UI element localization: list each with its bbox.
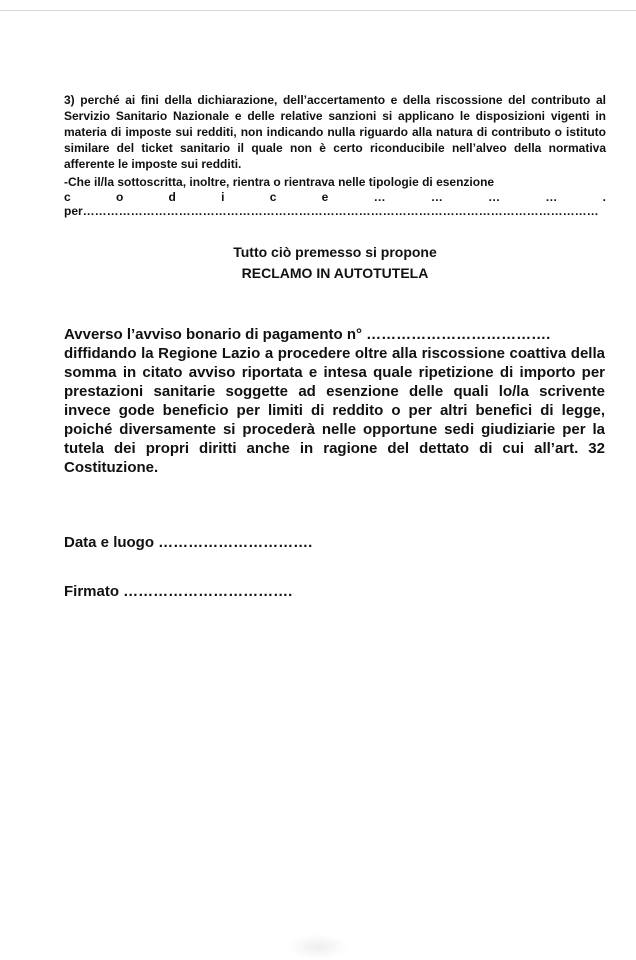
top-divider xyxy=(0,10,636,11)
per-fill-line: per………………………………………………………………………………………………………………… xyxy=(64,204,599,218)
codice-spaced-line xyxy=(64,190,606,204)
premessa-heading: Tutto ciò premesso si propone xyxy=(233,244,437,260)
codice-letter: c xyxy=(269,190,277,204)
firmato-line: Firmato ……………………………. xyxy=(64,583,293,600)
codice-dots: … xyxy=(373,190,386,204)
codice-letter: c xyxy=(64,190,71,204)
codice-letter: d xyxy=(168,190,176,204)
codice-letter: e xyxy=(321,190,329,204)
bottom-artifact xyxy=(288,934,348,960)
codice-letter: o xyxy=(115,190,124,204)
document-page xyxy=(64,92,606,601)
avverso-line: Avverso l’avviso bonario di pagamento n° ………………………………. xyxy=(64,326,551,343)
codice-letter: i xyxy=(221,190,225,204)
codice-dots: … xyxy=(545,190,558,204)
paragraph-3: 3) perché ai fini della dichiarazione, dell’accertamento e della riscossione del contributo al Servizio Sanitario Nazionale e delle relative sanzioni si applicano le disposizioni vigenti in materia di imposte sui redditi, non indicando nulla riguardo alla natura di contributo o istituto similare del ticket sanitario il quale non è certo riconducibile nell’alveo della normativa afferente le imposte sui redditi. xyxy=(64,93,606,171)
codice-dots: … xyxy=(488,190,501,204)
esenzione-line: -Che il/la sottoscritta, inoltre, rientra o rientrava nelle tipologie di esenzione xyxy=(64,175,495,189)
diffida-paragraph: diffidando la Regione Lazio a procedere oltre alla riscossione coattiva della somma in citato avviso riportata e intesa quale ripetizione di importo per prestazioni sanitarie soggette ad esenzione delle quali lo/la scrivente invece gode beneficio per limiti di reddito o per altri benefici di legge, poiché diversamente si procederà nelle opportune sedi giudiziarie per la tutela dei propri diritti anche in ragione del dettato di cui all’art. 32 Costituzione. xyxy=(64,345,605,476)
codice-end: . xyxy=(602,190,606,204)
data-luogo-line: Data e luogo …………………………. xyxy=(64,534,313,551)
codice-dots: … xyxy=(430,190,443,204)
reclamo-title: RECLAMO IN AUTOTUTELA xyxy=(241,265,429,281)
